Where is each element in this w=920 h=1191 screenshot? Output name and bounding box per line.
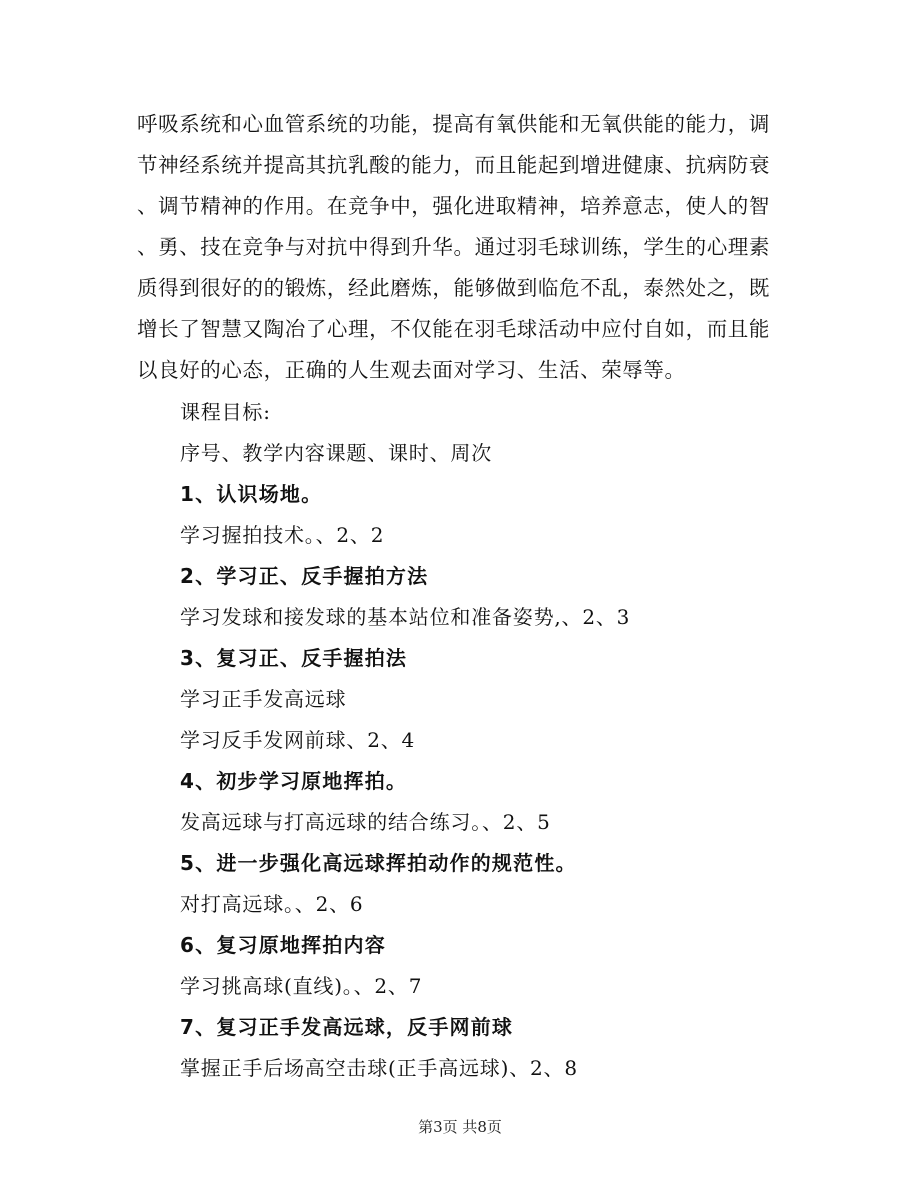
lesson-title: 2、学习正、反手握拍方法	[180, 564, 429, 588]
lesson-detail: 发高远球与打高远球的结合练习。、2、5	[180, 810, 551, 834]
lesson-detail: 学习正手发高远球	[180, 687, 347, 711]
lesson-detail: 学习挑高球(直线)。、2、7	[180, 974, 423, 998]
lesson-title: 5、进一步强化高远球挥拍动作的规范性。	[180, 851, 577, 875]
paragraph-line: 以良好的心态，正确的人生观去面对学习、生活、荣辱等。	[137, 358, 686, 382]
lesson-detail: 学习反手发网前球、2、4	[180, 728, 416, 752]
intro-paragraph	[137, 104, 787, 391]
lesson-detail: 掌握正手后场高空击球(正手高远球)、2、8	[180, 1056, 578, 1080]
lesson-title: 4、初步学习原地挥拍。	[180, 769, 408, 793]
lesson-title: 3、复习正、反手握拍法	[180, 646, 408, 670]
paragraph-line: 、勇、技在竞争与对抗中得到升华。通过羽毛球训练，学生的心理素	[137, 235, 770, 259]
lesson-title: 1、认识场地。	[180, 482, 323, 506]
course-columns-line: 序号、教学内容课题、课时、周次	[180, 441, 492, 465]
paragraph-line: 、调节精神的作用。在竞争中，强化进取精神，培养意志，使人的智	[137, 194, 770, 218]
paragraph-line: 质得到很好的的锻炼，经此磨炼，能够做到临危不乱，泰然处之，既	[137, 276, 770, 300]
course-goals-heading: 课程目标:	[180, 400, 271, 424]
lesson-detail: 对打高远球。、2、6	[180, 892, 364, 916]
paragraph-line: 增长了智慧又陶冶了心理，不仅能在羽毛球活动中应付自如，而且能	[137, 317, 770, 341]
lesson-title: 7、复习正手发高远球，反手网前球	[180, 1015, 514, 1039]
lesson-detail: 学习发球和接发球的基本站位和准备姿势,、2、3	[180, 605, 631, 629]
lesson-title: 6、复习原地挥拍内容	[180, 933, 386, 957]
lesson-detail: 学习握拍技术。、2、2	[180, 523, 385, 547]
course-item-list	[180, 392, 800, 1089]
paragraph-line: 呼吸系统和心血管系统的功能，提高有氧供能和无氧供能的能力，调	[137, 112, 770, 136]
page-number-footer: 第3页 共8页	[418, 1118, 502, 1136]
paragraph-line: 节神经系统并提高其抗乳酸的能力，而且能起到增进健康、抗病防衰	[137, 153, 770, 177]
